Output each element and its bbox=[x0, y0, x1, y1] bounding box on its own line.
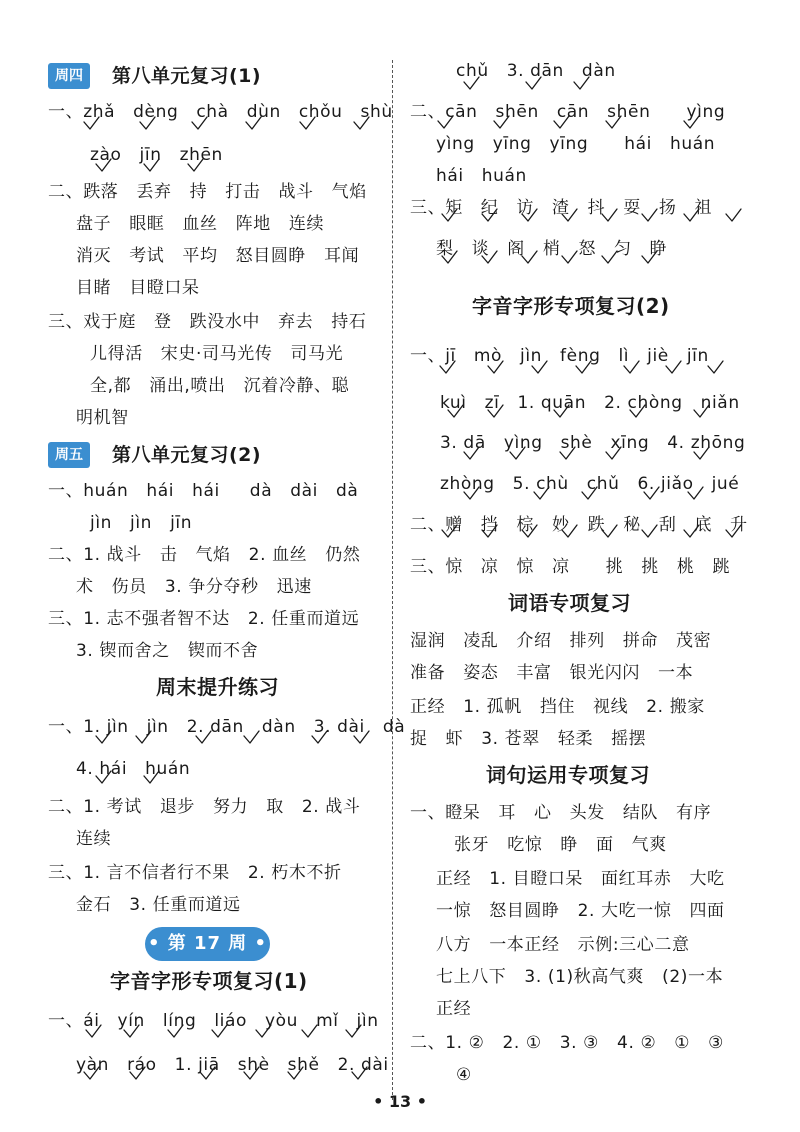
answer-line: 二、1. 战斗 击 气焰 2. 血丝 仍然 bbox=[48, 545, 361, 565]
answer-line: 二、1. 考试 退步 努力 取 2. 战斗 bbox=[48, 797, 361, 817]
week-17-badge: • 第 17 周 • bbox=[145, 927, 270, 961]
answer-line: 全,都 涌出,喷出 沉着冷静、聪 bbox=[90, 376, 350, 396]
answer-line: 正经 1. 目瞪口呆 面红耳赤 大吃 bbox=[436, 869, 725, 889]
answer-line: 3. dā yìng shè xīng 4. zhōng bbox=[440, 433, 746, 453]
answer-line: ④ bbox=[456, 1065, 472, 1085]
answer-line: 准备 姿态 丰富 银光闪闪 一本 bbox=[410, 663, 694, 683]
answer-line: 二、cān shēn cān shēn yìng bbox=[410, 102, 726, 122]
answer-line: 连续 bbox=[76, 829, 112, 849]
answer-line: 一、ái yín líng liáo yòu mǐ jìn bbox=[48, 1011, 379, 1031]
answer-line: 消灭 考试 平均 怒目圆睁 耳闻 bbox=[76, 246, 360, 266]
answer-line: jìn jìn jīn bbox=[90, 513, 193, 533]
answer-line: 一、huán hái hái dà dài dà bbox=[48, 481, 359, 501]
answer-line: 金石 3. 任重而道远 bbox=[76, 895, 241, 915]
answer-line: 湿润 凌乱 介绍 排列 拼命 茂密 bbox=[410, 631, 712, 651]
answer-line: 一、瞪呆 耳 心 头发 结队 有序 bbox=[410, 803, 712, 823]
answer-line: 目睹 目瞪口呆 bbox=[76, 278, 200, 298]
section-heading-fri bbox=[48, 442, 261, 468]
answer-line: 3. 锲而舍之 锲而不舍 bbox=[76, 641, 259, 661]
answer-line: 4. hái huán bbox=[76, 759, 191, 779]
answer-line: kuì zī 1. quān 2. chòng niǎn bbox=[440, 393, 740, 413]
check-mark bbox=[726, 209, 741, 221]
day-badge-thursday: 周四 bbox=[48, 63, 90, 89]
answer-line: 明机智 bbox=[76, 408, 129, 428]
check-mark bbox=[708, 361, 723, 373]
answer-line: zào jīn zhēn bbox=[90, 145, 223, 165]
answer-line: 一、1. jìn jìn 2. dān dàn 3. dài dà bbox=[48, 717, 406, 737]
phonetics-review-1-title: 字音字形专项复习(1) bbox=[110, 969, 308, 993]
answer-line: 张牙 吃惊 睁 面 气爽 bbox=[454, 835, 667, 855]
answer-line: 二、跌落 丢弃 持 打击 战斗 气焰 bbox=[48, 182, 367, 202]
answer-line: 三、惊 凉 惊 凉 挑 挑 桃 跳 bbox=[410, 557, 731, 577]
answer-line: 三、矩 纪 访 渣 抖 耍 扬 祖 bbox=[410, 198, 713, 218]
page-number: • 13 • bbox=[373, 1092, 427, 1111]
answer-line: 盘子 眼眶 血丝 阵地 连续 bbox=[76, 214, 325, 234]
answer-line: 三、戏于庭 登 跌没水中 弃去 持石 bbox=[48, 312, 367, 332]
answer-line: hái huán bbox=[436, 166, 527, 186]
answer-line: 梨 谈 阁 梢 怒 匀 睁 bbox=[436, 239, 668, 259]
answer-line: yìng yīng yīng hái huán bbox=[436, 134, 716, 154]
section-heading-thu bbox=[48, 63, 261, 89]
answer-line: 一惊 怒目圆睁 2. 大吃一惊 四面 bbox=[436, 901, 725, 921]
column-divider bbox=[392, 60, 393, 1100]
answer-line: 正经 bbox=[436, 999, 472, 1019]
unit-review-1-title: 第八单元复习(1) bbox=[112, 65, 262, 87]
answer-line: zhòng 5. chù chǔ 6. jiǎo jué bbox=[440, 474, 740, 494]
sentence-usage-review-title: 词句运用专项复习 bbox=[486, 763, 650, 787]
answer-line: 捉 虾 3. 苍翠 轻柔 摇摆 bbox=[410, 729, 647, 749]
day-badge-friday: 周五 bbox=[48, 442, 90, 468]
answer-line: 二、1. ② 2. ① 3. ③ 4. ② ① ③ bbox=[410, 1033, 724, 1053]
answer-line: 正经 1. 孤帆 挡住 视线 2. 搬家 bbox=[410, 697, 705, 717]
answer-line: 术 伤员 3. 争分夺秒 迅速 bbox=[76, 577, 312, 597]
unit-review-2-title: 第八单元复习(2) bbox=[112, 444, 262, 466]
answer-line: 三、1. 志不强者智不达 2. 任重而道远 bbox=[48, 609, 360, 629]
answer-line: 一、jī mò jìn fèng lì jiè jīn bbox=[410, 346, 709, 366]
answer-line: 一、zhǎ dèng chà dùn chǒu shù bbox=[48, 102, 393, 122]
answer-line: 二、赠 挡 棕 妙 跌 秘 刮 底 升 bbox=[410, 515, 748, 535]
answer-line: 三、1. 言不信者行不果 2. 朽木不折 bbox=[48, 863, 342, 883]
answer-line: chǔ 3. dān dàn bbox=[456, 61, 616, 81]
weekend-practice-title: 周末提升练习 bbox=[156, 675, 279, 699]
answer-line: 儿得活 宋史·司马光传 司马光 bbox=[90, 344, 344, 364]
vocabulary-review-title: 词语专项复习 bbox=[508, 591, 631, 615]
phonetics-review-2-title: 字音字形专项复习(2) bbox=[472, 294, 670, 318]
answer-line: 八方 一本正经 示例:三心二意 bbox=[436, 935, 690, 955]
answer-line: yàn ráo 1. jiā shè shě 2. dài bbox=[76, 1055, 389, 1075]
answer-line: 七上八下 3. (1)秋高气爽 (2)一本 bbox=[436, 967, 724, 987]
